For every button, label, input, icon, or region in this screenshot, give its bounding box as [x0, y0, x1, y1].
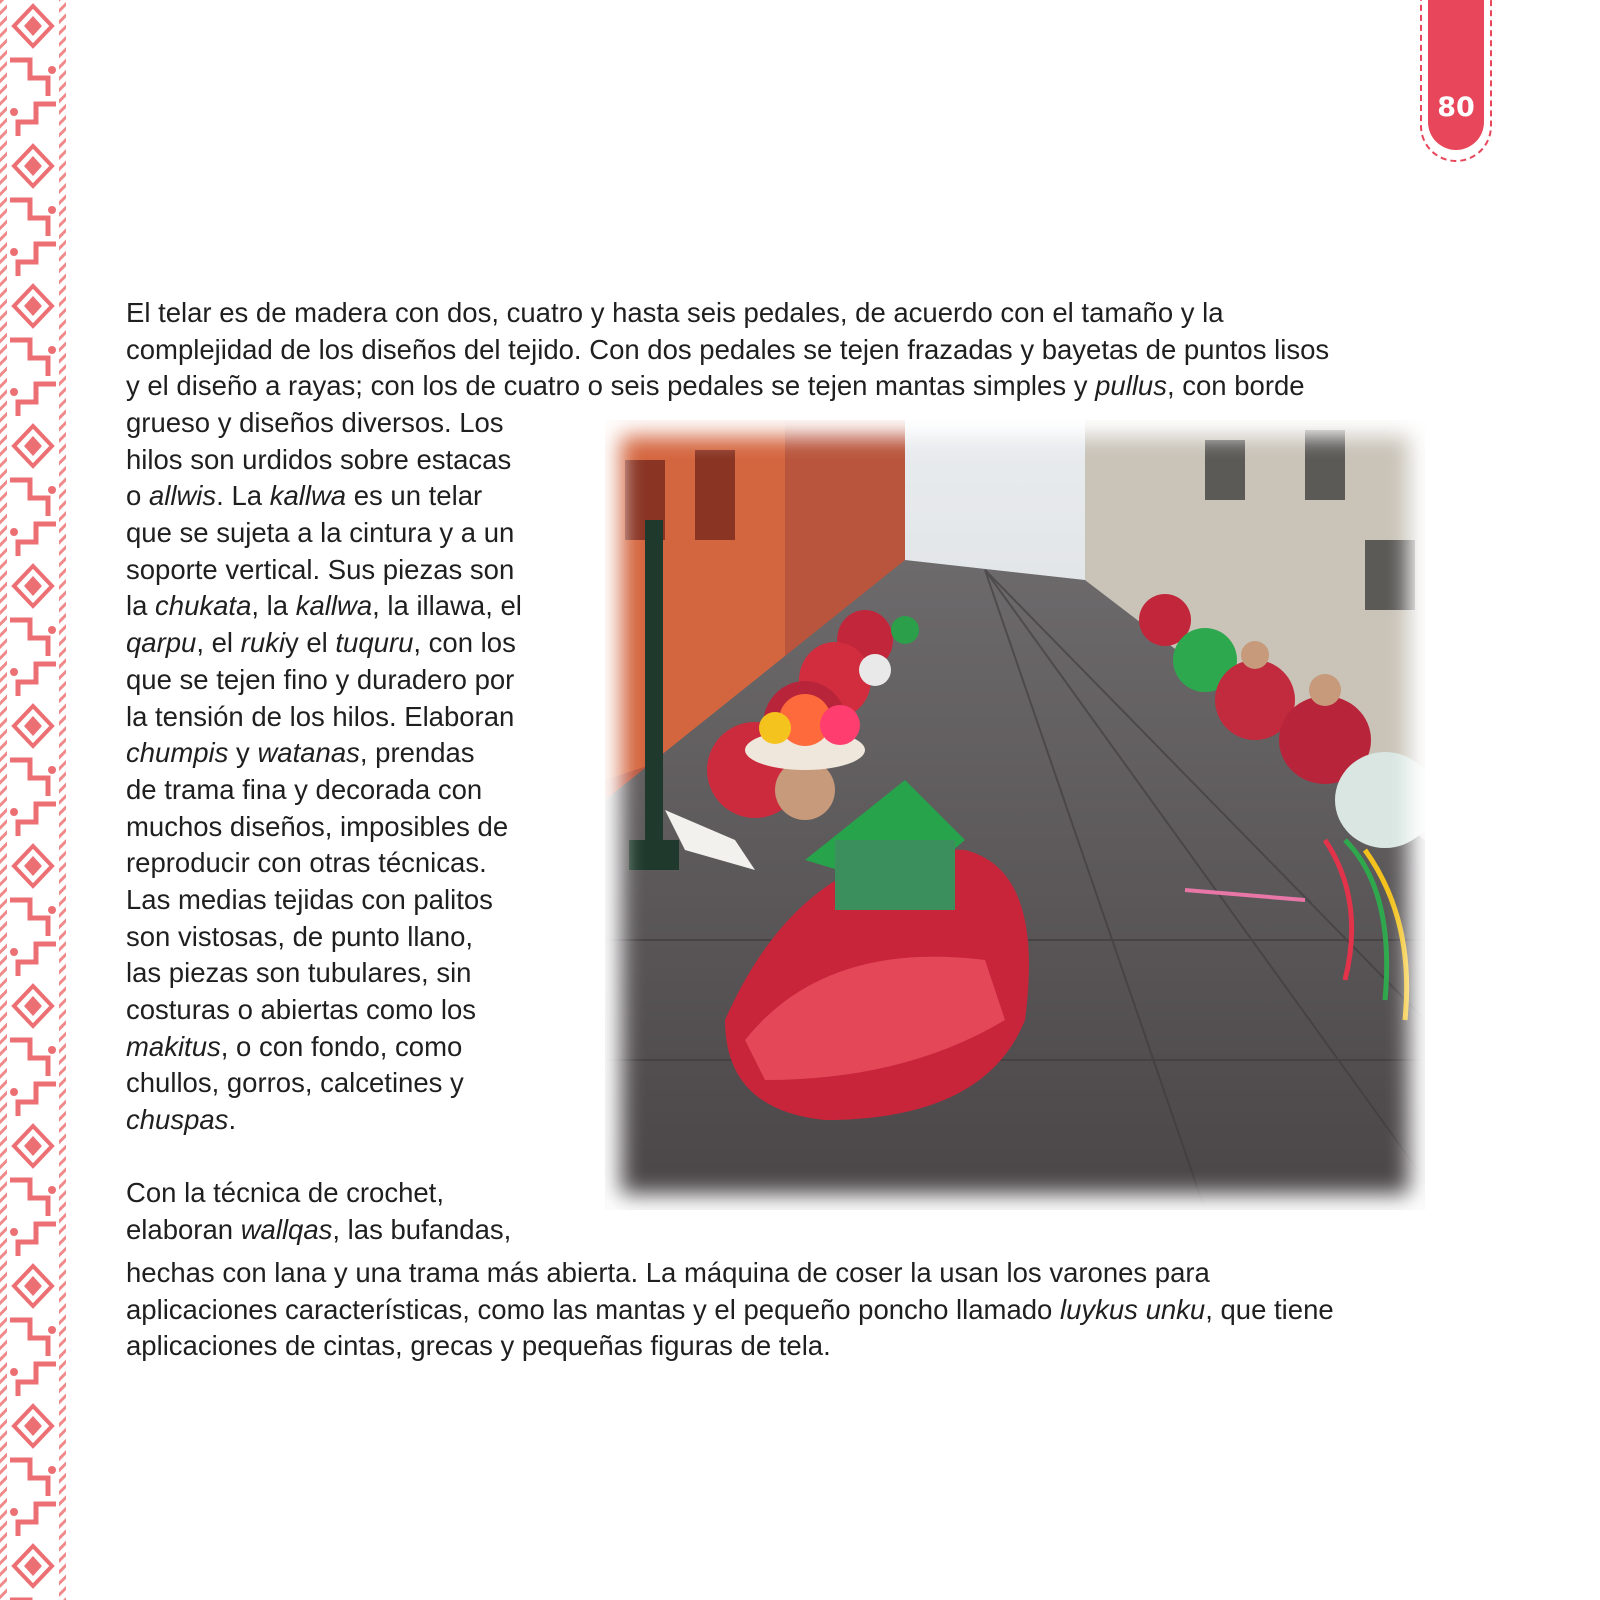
italic-term: makitus — [126, 1030, 221, 1062]
text-line — [126, 735, 522, 772]
text-segment: , que tiene — [1205, 1293, 1334, 1325]
italic-term: tuquru — [335, 627, 414, 659]
woven-pattern-icon — [0, 0, 66, 1600]
italic-term: pullus — [1095, 370, 1167, 402]
text-segment: , o con fondo, como — [220, 1030, 463, 1062]
text-segment: , con borde — [1166, 370, 1305, 402]
text-line — [126, 1328, 1334, 1365]
text-segment: , con los — [413, 627, 516, 659]
dancers-photo — [605, 420, 1425, 1210]
italic-term: wallqas — [240, 1214, 333, 1246]
text-line — [126, 442, 522, 479]
text-line — [126, 478, 522, 515]
text-line — [126, 992, 522, 1029]
text-segment: reproducir con otras técnicas. — [126, 847, 487, 879]
text-segment: Con la técnica de crochet, — [126, 1177, 444, 1209]
text-segment: que se sujeta a la cintura y a un — [126, 517, 515, 549]
decorative-border — [0, 0, 66, 1600]
text-segment: y el diseño a rayas; con los de cuatro o seis pedales se tejen mantas simples y — [126, 370, 1096, 402]
text-line — [126, 772, 522, 809]
text-line — [126, 1175, 522, 1212]
italic-term: chuspas — [126, 1104, 229, 1136]
italic-term: chukata — [155, 590, 252, 622]
text-line — [126, 1255, 1334, 1292]
text-line — [126, 552, 522, 589]
paragraph-top — [126, 295, 1329, 405]
text-segment: , las bufandas, — [332, 1214, 512, 1246]
text-segment: la — [126, 590, 156, 622]
text-line — [126, 1139, 522, 1176]
text-segment: y — [228, 737, 258, 769]
text-segment: . — [228, 1104, 237, 1136]
text-segment: , prendas — [359, 737, 475, 769]
text-segment: que se tejen fino y duradero por — [126, 663, 515, 695]
text-segment: son vistosas, de punto llano, — [126, 920, 474, 952]
text-segment: , la — [251, 590, 296, 622]
text-segment: . La — [216, 480, 270, 512]
text-line — [126, 625, 522, 662]
text-segment: las piezas son tubulares, sin — [126, 957, 472, 989]
text-line — [126, 295, 1329, 332]
text-segment: complejidad de los diseños del tejido. Con dos pedales se tejen frazadas y bayetas de puntos lisos — [126, 333, 1330, 365]
text-line — [126, 919, 522, 956]
italic-term: luykus unku — [1059, 1293, 1206, 1325]
text-line — [126, 845, 522, 882]
italic-term: kallwa — [269, 480, 347, 512]
text-segment: El telar es de madera con dos, cuatro y hasta seis pedales, de acuerdo con el tamaño y la — [126, 297, 1224, 328]
page-number: 80 — [1437, 92, 1475, 123]
text-segment: la tensión de los hilos. Elaboran — [126, 700, 515, 732]
text-segment: elaboran — [126, 1214, 241, 1246]
text-line — [126, 809, 522, 846]
text-line — [126, 1292, 1334, 1329]
italic-term: qarpu — [126, 627, 197, 659]
paragraph-column — [126, 405, 522, 1249]
text-segment: chullos, gorros, calcetines y — [126, 1067, 464, 1099]
text-segment: soporte vertical. Sus piezas son — [126, 553, 515, 585]
text-line — [126, 588, 522, 625]
italic-term: chumpis — [126, 737, 229, 769]
italic-term: ruki — [240, 627, 285, 659]
text-line — [126, 1065, 522, 1102]
text-line — [126, 1029, 522, 1066]
text-segment: hechas con lana y una trama más abierta. La máquina de coser la usan los varones para — [126, 1257, 1210, 1288]
text-line — [126, 515, 522, 552]
text-line — [126, 955, 522, 992]
text-line — [126, 882, 522, 919]
text-segment: de trama fina y decorada con — [126, 773, 483, 805]
text-segment: aplicaciones de cintas, grecas y pequeñas figuras de tela. — [126, 1330, 831, 1362]
italic-term: kallwa — [295, 590, 373, 622]
italic-term: watanas — [257, 737, 360, 769]
text-segment: Las medias tejidas con palitos — [126, 883, 493, 915]
text-line — [126, 368, 1329, 405]
text-line — [126, 699, 522, 736]
paragraph-bottom — [126, 1255, 1334, 1365]
italic-term: allwis — [148, 480, 217, 512]
page-tab — [1428, 0, 1484, 150]
text-segment: es un telar — [346, 480, 483, 512]
text-line — [126, 1102, 522, 1139]
text-line — [126, 332, 1329, 369]
text-segment: grueso y diseños diversos. Los — [126, 407, 504, 438]
text-line — [126, 662, 522, 699]
text-segment: costuras o abiertas como los — [126, 994, 477, 1025]
text-segment: hilos son urdidos sobre estacas — [126, 443, 512, 475]
text-segment: , el — [196, 627, 241, 659]
text-segment: , la illawa, el — [372, 590, 522, 622]
text-segment: aplicaciones características, como las mantas y el pequeño poncho llamado — [126, 1293, 1060, 1325]
text-segment: o — [126, 480, 149, 512]
text-segment: muchos diseños, imposibles de — [126, 810, 509, 842]
text-segment: y el — [284, 627, 336, 659]
text-line — [126, 405, 522, 442]
text-line — [126, 1212, 522, 1249]
